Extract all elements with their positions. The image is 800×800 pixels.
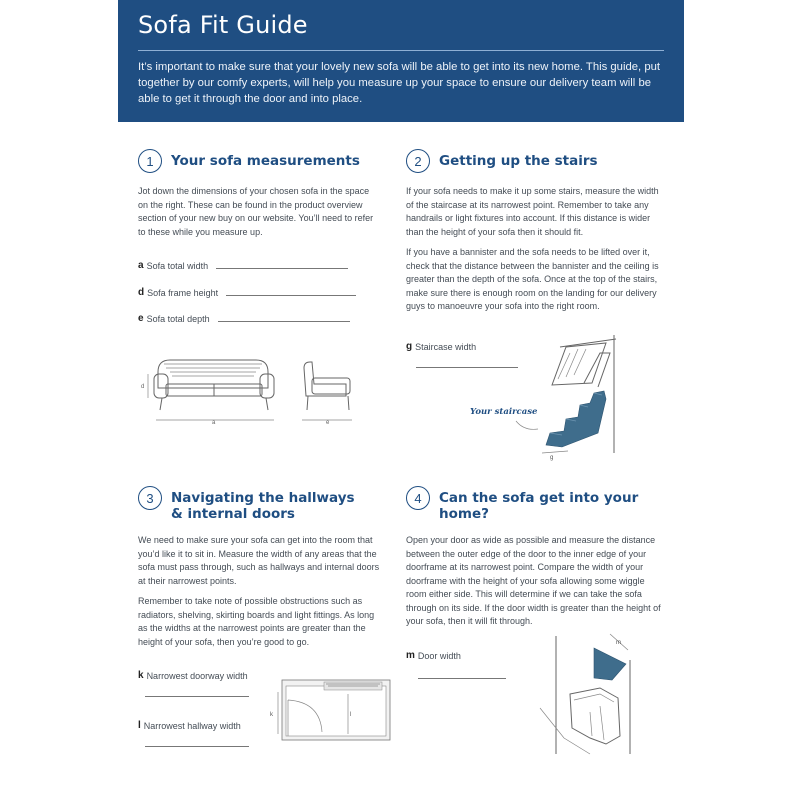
staircase-caption: Your staircase	[470, 407, 538, 417]
section-sofa-measurements	[138, 149, 378, 239]
sofa-front-view	[141, 360, 274, 426]
section-body: Open your door as wide as possible and measure the distance between the outer edge of the door to the inner edge of your doorframe at its narrowest point. Compare the width of your doorframe with the height of your sofa allowing some wiggle room either side. This will determine if we can take the sofa through on its side. If the door width is greater than the height of your sofa, then it will fit through.	[406, 535, 661, 626]
section-body-1: If your sofa needs to make it up some stairs, measure the width of the staircase at its narrowest point. Remember to take any handrails or light fixtures into account. If this distance is wider than the height of your sofa then it should fit.	[406, 186, 659, 237]
intro-text: It’s important to make sure that your lovely new sofa will be able to get into its new home. This guide, put together by our comfy experts, will help you measure up your space to ensure our delivery team will be able to get it through the door and into place.	[138, 61, 661, 105]
dimension-label-l: l	[350, 712, 352, 718]
door-panel	[594, 648, 626, 680]
section-title: Can the sofa get into your home?	[439, 490, 639, 522]
field-letter: d	[138, 287, 145, 298]
section-number: 1	[138, 149, 162, 173]
sofa-side-view	[302, 362, 352, 426]
section-number: 3	[138, 486, 162, 510]
dimension-label-e: e	[326, 420, 330, 426]
section-heading	[406, 486, 666, 522]
header-banner	[118, 0, 684, 122]
section-title-line-1: Navigating the hallways	[171, 490, 355, 506]
field-label: Sofa total depth	[146, 314, 210, 324]
field-blank-line[interactable]	[218, 321, 350, 322]
section-door	[406, 486, 666, 629]
field-narrowest-doorway[interactable]	[138, 670, 248, 681]
page-title: Sofa Fit Guide	[138, 11, 308, 39]
door-blank-line[interactable]	[418, 678, 506, 679]
field-letter: e	[138, 313, 144, 324]
blue-stair-steps	[546, 391, 606, 447]
dimension-label-a: a	[212, 420, 216, 426]
field-letter: m	[406, 650, 415, 661]
section-stairs	[406, 149, 664, 314]
field-label: Narrowest doorway width	[146, 671, 248, 681]
field-label: Narrowest hallway width	[143, 721, 241, 731]
section-hallways	[138, 486, 382, 649]
dimension-label-g: g	[550, 455, 554, 461]
section-number: 2	[406, 149, 430, 173]
field-letter: l	[138, 720, 141, 731]
field-blank-line[interactable]	[226, 295, 356, 296]
field-letter: k	[138, 670, 144, 681]
section-body: Jot down the dimensions of your chosen sofa in the space on the right. These can be found in the product overview section of your new buy on our website. You’ll need to refer to these while you measure up.	[138, 186, 374, 237]
section-heading	[138, 149, 378, 173]
field-letter: a	[138, 260, 144, 271]
field-label: Sofa total width	[146, 261, 209, 271]
field-label: Staircase width	[415, 342, 477, 352]
hallway-blank-line[interactable]	[145, 746, 249, 747]
hallway-plan-diagram	[258, 672, 394, 742]
field-door-width[interactable]	[406, 650, 461, 661]
field-label: Sofa frame height	[147, 288, 219, 298]
field-narrowest-hallway[interactable]	[138, 720, 241, 731]
section-title	[171, 486, 355, 522]
doorway-blank-line[interactable]	[145, 696, 249, 697]
staircase-diagram	[466, 335, 636, 463]
field-sofa-total-depth[interactable]	[138, 313, 350, 324]
field-letter: g	[406, 341, 413, 352]
field-blank-line[interactable]	[216, 268, 348, 269]
sofa-dimensions-diagram	[136, 352, 368, 432]
section-title: Your sofa measurements	[171, 153, 360, 169]
section-title-line-2: & internal doors	[171, 506, 295, 522]
dimension-label-k: k	[270, 712, 273, 718]
field-label: Door width	[417, 651, 461, 661]
section-body-2: Remember to take note of possible obstructions such as radiators, shelving, skirting boards and light fittings. As long as the widths at the narrowest points are greater than the height of your sofa, then you’re good to go.	[138, 596, 375, 647]
header-divider	[138, 50, 664, 51]
section-heading	[138, 486, 382, 522]
dimension-label-d: d	[141, 384, 145, 390]
door-diagram	[530, 628, 640, 758]
section-heading	[406, 149, 664, 173]
section-body-2: If you have a bannister and the sofa needs to be lifted over it, check that the distance between the bannister and the ceiling is greater than the depth of the sofa. Once at the top of the stairs, make sure there is enough room on the landing for our delivery guys to manoeuvre your sofa into the right room.	[406, 247, 659, 311]
section-number: 4	[406, 486, 430, 510]
dimension-label-m: m	[616, 640, 621, 646]
field-sofa-total-width[interactable]	[138, 260, 348, 271]
field-sofa-frame-height[interactable]	[138, 287, 356, 298]
section-title: Getting up the stairs	[439, 153, 598, 169]
section-body-1: We need to make sure your sofa can get into the room that you’d like it to sit in. Measure the width of any areas that the sofa must pass through, such as hallways and internal doors at their narrowest points.	[138, 535, 380, 586]
